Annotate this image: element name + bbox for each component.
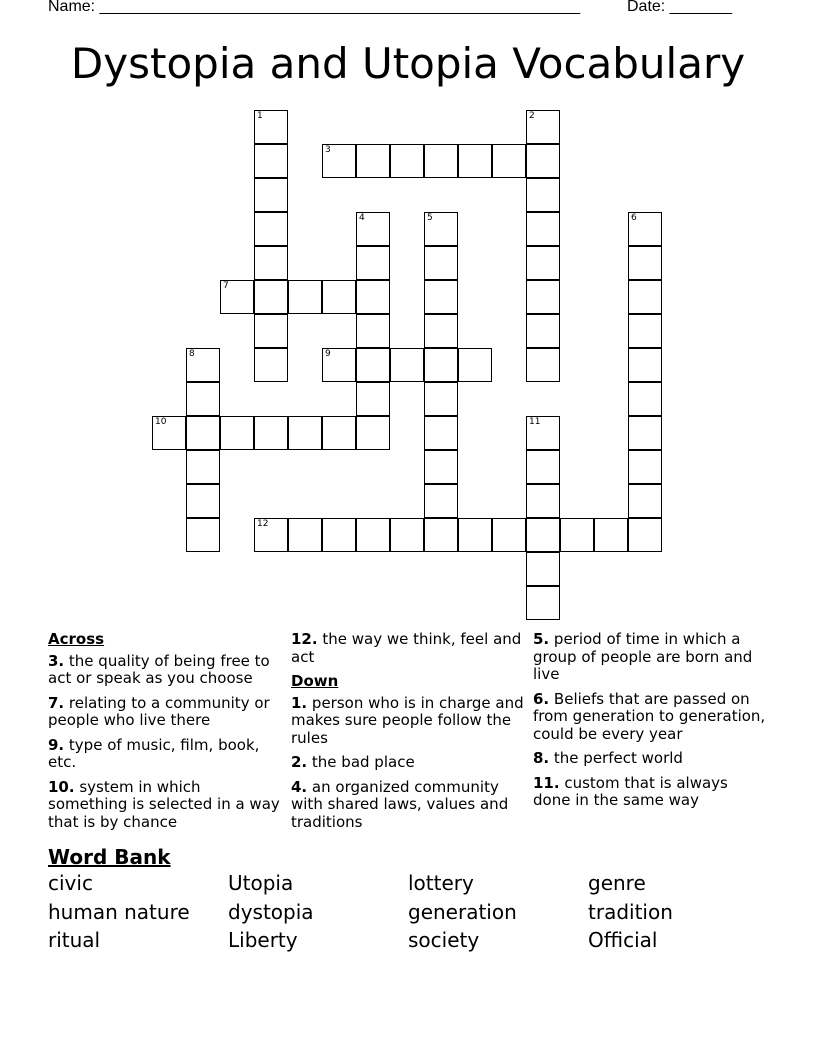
clue-text: relating to a community or people who live there: [48, 693, 270, 729]
crossword-cell[interactable]: [628, 518, 662, 552]
clue-number: 12.: [291, 630, 318, 648]
crossword-cell[interactable]: [186, 382, 220, 416]
crossword-cell[interactable]: [356, 314, 390, 348]
crossword-cell[interactable]: [356, 144, 390, 178]
crossword-cell[interactable]: [424, 382, 458, 416]
crossword-cell[interactable]: [628, 450, 662, 484]
clue-number: 2.: [291, 753, 308, 771]
word-bank-word: human nature: [48, 900, 190, 924]
crossword-cell[interactable]: [356, 246, 390, 280]
crossword-cell[interactable]: [526, 586, 560, 620]
clue-text: system in which something is selected in a way that is by chance: [48, 777, 280, 831]
crossword-cell[interactable]: [628, 280, 662, 314]
crossword-cell[interactable]: [254, 416, 288, 450]
clue-across-9: [48, 737, 284, 772]
crossword-cell[interactable]: [186, 484, 220, 518]
clue-number: 9.: [48, 735, 65, 754]
crossword-cell[interactable]: [458, 518, 492, 552]
clue-text: an organized community with shared laws, values and traditions: [291, 777, 509, 831]
crossword-cell[interactable]: [424, 314, 458, 348]
clue-text: type of music, film, book, etc.: [48, 735, 260, 771]
crossword-cell[interactable]: [526, 314, 560, 348]
crossword-cell[interactable]: [254, 178, 288, 212]
crossword-cell[interactable]: [424, 144, 458, 178]
crossword-cell[interactable]: [254, 518, 288, 552]
crossword-cell[interactable]: [424, 246, 458, 280]
clue-number-label: 5: [427, 213, 433, 223]
crossword-cell[interactable]: [288, 518, 322, 552]
clue-number: 6.: [533, 689, 550, 708]
crossword-cell[interactable]: [390, 518, 424, 552]
crossword-cell[interactable]: [628, 416, 662, 450]
clue-text: Beliefs that are passed on from generation to generation, could be every year: [533, 689, 766, 743]
clue-number-label: 3: [325, 145, 331, 155]
clue-column-3: [533, 631, 769, 817]
word-bank-word: society: [408, 928, 480, 952]
crossword-cell[interactable]: [254, 110, 288, 144]
clue-text: the way we think, feel and act: [291, 630, 522, 666]
clue-number-label: 6: [631, 213, 637, 223]
crossword-cell[interactable]: [526, 484, 560, 518]
crossword-cell[interactable]: [628, 246, 662, 280]
crossword-cell[interactable]: [254, 280, 288, 314]
crossword-cell[interactable]: [458, 144, 492, 178]
crossword-cell[interactable]: [458, 348, 492, 382]
clue-number-label: 7: [223, 281, 229, 291]
date-field-label: Date: _______: [627, 0, 732, 15]
clue-down-4: [291, 779, 527, 832]
crossword-cell[interactable]: [526, 280, 560, 314]
clue-down-6: [533, 691, 769, 744]
clue-down-11: [533, 775, 769, 810]
crossword-cell[interactable]: [152, 416, 186, 450]
crossword-cell[interactable]: [356, 212, 390, 246]
word-bank-word: Official: [588, 928, 658, 952]
word-bank-word: Liberty: [228, 928, 298, 952]
clue-number: 8.: [533, 749, 550, 767]
page-title: Dystopia and Utopia Vocabulary: [70, 39, 746, 88]
clue-across-3: [48, 653, 284, 688]
crossword-cell[interactable]: [288, 416, 322, 450]
clue-number: 1.: [291, 693, 308, 712]
crossword-cell[interactable]: [492, 518, 526, 552]
clue-across-12: [291, 631, 527, 666]
name-field-label: Name: ______________________________________________________: [48, 0, 581, 15]
crossword-cell[interactable]: [526, 144, 560, 178]
word-bank-word: Utopia: [228, 871, 294, 895]
crossword-cell[interactable]: [628, 314, 662, 348]
clue-number-label: 12: [257, 519, 269, 529]
crossword-cell[interactable]: [526, 450, 560, 484]
clue-text: custom that is always done in the same way: [533, 773, 728, 809]
crossword-cell[interactable]: [424, 518, 458, 552]
clue-text: person who is in charge and makes sure people follow the rules: [291, 693, 524, 747]
clue-number: 11.: [533, 773, 560, 792]
crossword-cell[interactable]: [254, 246, 288, 280]
crossword-cell[interactable]: [424, 348, 458, 382]
clue-text: the bad place: [311, 753, 415, 771]
clue-number: 3.: [48, 651, 65, 670]
clue-number-label: 4: [359, 213, 365, 223]
word-bank-word: dystopia: [228, 900, 314, 924]
crossword-cell[interactable]: [526, 518, 560, 552]
crossword-cell[interactable]: [356, 348, 390, 382]
crossword-cell[interactable]: [628, 212, 662, 246]
crossword-cell[interactable]: [186, 518, 220, 552]
crossword-cell[interactable]: [390, 348, 424, 382]
clue-text: period of time in which a group of people are born and live: [533, 630, 753, 683]
word-bank-word: generation: [408, 900, 517, 924]
clue-text: the perfect world: [553, 749, 683, 767]
clue-down-8: [533, 750, 769, 768]
clue-number-label: 11: [529, 417, 541, 427]
crossword-cell[interactable]: [628, 484, 662, 518]
crossword-cell[interactable]: [186, 450, 220, 484]
clue-number-label: 8: [189, 349, 195, 359]
crossword-cell[interactable]: [526, 348, 560, 382]
crossword-cell[interactable]: [288, 280, 322, 314]
crossword-cell[interactable]: [254, 144, 288, 178]
clue-across-7: [48, 695, 284, 730]
crossword-cell[interactable]: [492, 144, 526, 178]
crossword-cell[interactable]: [220, 416, 254, 450]
clue-number-label: 10: [155, 417, 167, 427]
clue-text: the quality of being free to act or speak as you choose: [48, 651, 270, 687]
clue-number: 4.: [291, 777, 308, 796]
crossword-cell[interactable]: [220, 280, 254, 314]
crossword-cell[interactable]: [254, 212, 288, 246]
crossword-cell[interactable]: [594, 518, 628, 552]
clue-number-label: 2: [529, 111, 535, 121]
crossword-cell[interactable]: [356, 416, 390, 450]
clue-number: 5.: [533, 630, 550, 648]
crossword-cell[interactable]: [186, 348, 220, 382]
crossword-cell[interactable]: [322, 348, 356, 382]
crossword-cell[interactable]: [560, 518, 594, 552]
crossword-cell[interactable]: [424, 450, 458, 484]
crossword-cell[interactable]: [424, 416, 458, 450]
crossword-cell[interactable]: [322, 518, 356, 552]
crossword-cell[interactable]: [628, 348, 662, 382]
clue-down-1: [291, 695, 527, 748]
clue-across-10: [48, 779, 284, 832]
crossword-cell[interactable]: [526, 212, 560, 246]
crossword-cell[interactable]: [424, 212, 458, 246]
crossword-cell[interactable]: [186, 416, 220, 450]
crossword-cell[interactable]: [254, 348, 288, 382]
word-bank-word: civic: [48, 871, 93, 895]
crossword-cell[interactable]: [390, 144, 424, 178]
across-heading: Across: [48, 630, 105, 648]
down-heading: Down: [291, 672, 339, 690]
clue-column-2: [291, 631, 527, 838]
crossword-cell[interactable]: [424, 280, 458, 314]
crossword-cell[interactable]: [628, 382, 662, 416]
crossword-cell[interactable]: [254, 314, 288, 348]
crossword-cell[interactable]: [424, 484, 458, 518]
crossword-cell[interactable]: [526, 178, 560, 212]
clue-number-label: 1: [257, 111, 263, 121]
crossword-cell[interactable]: [526, 552, 560, 586]
clue-down-2: [291, 754, 527, 772]
clue-number: 10.: [48, 777, 75, 796]
crossword-cell[interactable]: [526, 110, 560, 144]
crossword-cell[interactable]: [356, 382, 390, 416]
clue-number-label: 9: [325, 349, 331, 359]
word-bank-word: lottery: [408, 871, 474, 895]
clue-down-5: [533, 631, 769, 684]
crossword-cell[interactable]: [526, 416, 560, 450]
crossword-cell[interactable]: [356, 280, 390, 314]
word-bank-title: Word Bank: [48, 845, 171, 869]
clue-column-1: [48, 631, 284, 838]
crossword-cell[interactable]: [356, 518, 390, 552]
clue-number: 7.: [48, 693, 65, 712]
crossword-cell[interactable]: [322, 416, 356, 450]
crossword-cell[interactable]: [526, 246, 560, 280]
word-bank-word: ritual: [48, 928, 101, 952]
word-bank-word: tradition: [588, 900, 673, 924]
word-bank-word: genre: [588, 871, 646, 895]
crossword-cell[interactable]: [322, 144, 356, 178]
crossword-cell[interactable]: [322, 280, 356, 314]
